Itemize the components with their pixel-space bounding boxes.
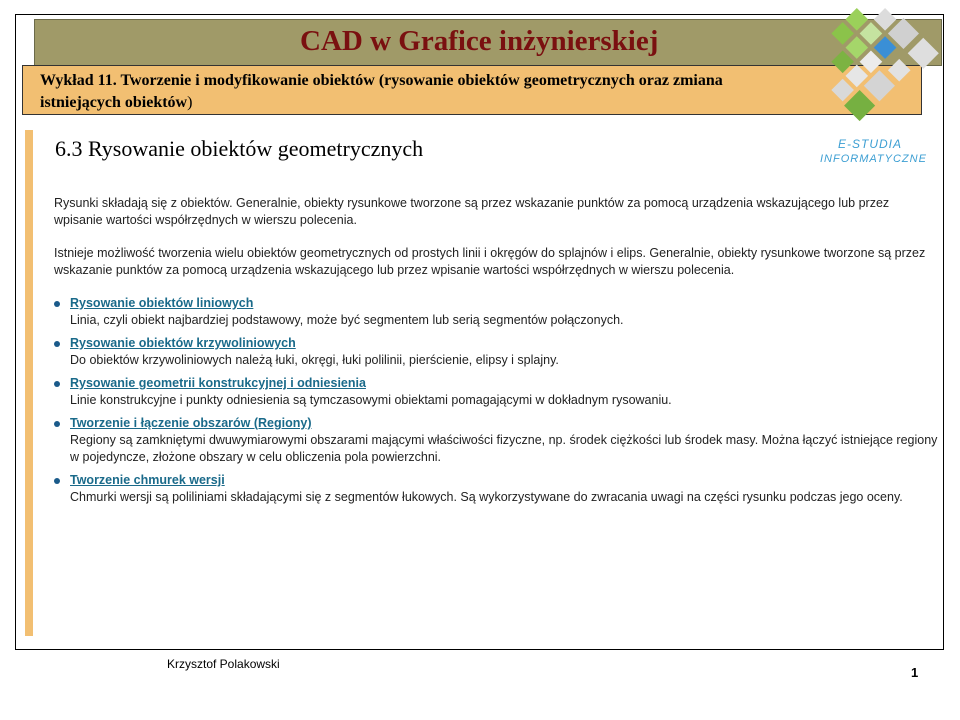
topic-link-revision-clouds[interactable]: Tworzenie chmurek wersji xyxy=(70,473,225,487)
e-studia-logo-icon xyxy=(808,6,948,126)
list-item xyxy=(54,295,939,329)
bullet-icon xyxy=(54,341,60,347)
lecture-subtitle-bold: Wykład 11. Tworzenie i modyfikowanie obiektów (rysowanie obiektów geometrycznych oraz zmiana istniejących obiektów xyxy=(40,72,723,111)
topic-desc: Chmurki wersji są poliliniami składającymi się z segmentów łukowych. Są wykorzystywane do zwracania uwagi na części rysunku podczas jego oceny. xyxy=(70,490,903,504)
bullet-icon xyxy=(54,421,60,427)
topic-link-linear[interactable]: Rysowanie obiektów liniowych xyxy=(70,296,254,310)
list-item xyxy=(54,375,939,409)
content-area xyxy=(54,195,939,512)
bullet-icon xyxy=(54,478,60,484)
topic-link-curved[interactable]: Rysowanie obiektów krzywoliniowych xyxy=(70,336,296,350)
logo-text-line1: E-STUDIA xyxy=(838,137,903,151)
list-item xyxy=(54,335,939,369)
topic-link-regions[interactable]: Tworzenie i łączenie obszarów (Regiony) xyxy=(70,416,312,430)
lecture-subtitle-end: ) xyxy=(187,94,193,111)
topic-desc: Linie konstrukcyjne i punkty odniesienia są tymczasowymi obiektami pomagającymi w dokładnym rysowaniu. xyxy=(70,393,672,407)
topic-desc: Linia, czyli obiekt najbardziej podstawowy, może być segmentem lub serią segmentów połączonych. xyxy=(70,313,624,327)
intro-paragraph-2: Istnieje możliwość tworzenia wielu obiektów geometrycznych od prostych linii i okręgów do splajnów i elips. Generalnie, obiekty rysunkowe tworzone są przez wskazanie punktów za pomocą urządzenia wskazującego lub przez wpisanie wartości współrzędnych w wierszu polecenia. xyxy=(54,246,926,277)
bullet-icon xyxy=(54,301,60,307)
topic-desc: Regiony są zamkniętymi dwuwymiarowymi obszarami mającymi właściwości fizyczne, np. środek ciężkości lub środek masy. Można łączyć istniejące regiony w pojedyncze, złożone obszary w celu obliczenia pola powierzchni. xyxy=(70,433,938,464)
footer-author: Krzysztof Polakowski xyxy=(167,657,280,671)
page-number: 1 xyxy=(911,665,919,680)
topic-link-construction[interactable]: Rysowanie geometrii konstrukcyjnej i odniesienia xyxy=(70,376,366,390)
lecture-subtitle xyxy=(40,70,800,114)
slide-title: CAD w Grafice inżynierskiej xyxy=(300,25,659,57)
bullet-icon xyxy=(54,381,60,387)
list-item xyxy=(54,415,939,466)
topic-list xyxy=(54,295,939,506)
list-item xyxy=(54,472,939,506)
intro-paragraph-1: Rysunki składają się z obiektów. Generalnie, obiekty rysunkowe tworzone są przez wskazanie punktów za pomocą urządzenia wskazującego lub przez wpisanie wartości współrzędnych w wierszu polecenia. xyxy=(54,196,890,227)
topic-desc: Do obiektów krzywoliniowych należą łuki, okręgi, łuki polilinii, pierścienie, elipsy i splajny. xyxy=(70,353,559,367)
logo-text-line2: INFORMATYCZNE xyxy=(820,153,927,165)
left-accent-stripe xyxy=(25,130,33,636)
section-title: 6.3 Rysowanie obiektów geometrycznych xyxy=(55,136,424,161)
